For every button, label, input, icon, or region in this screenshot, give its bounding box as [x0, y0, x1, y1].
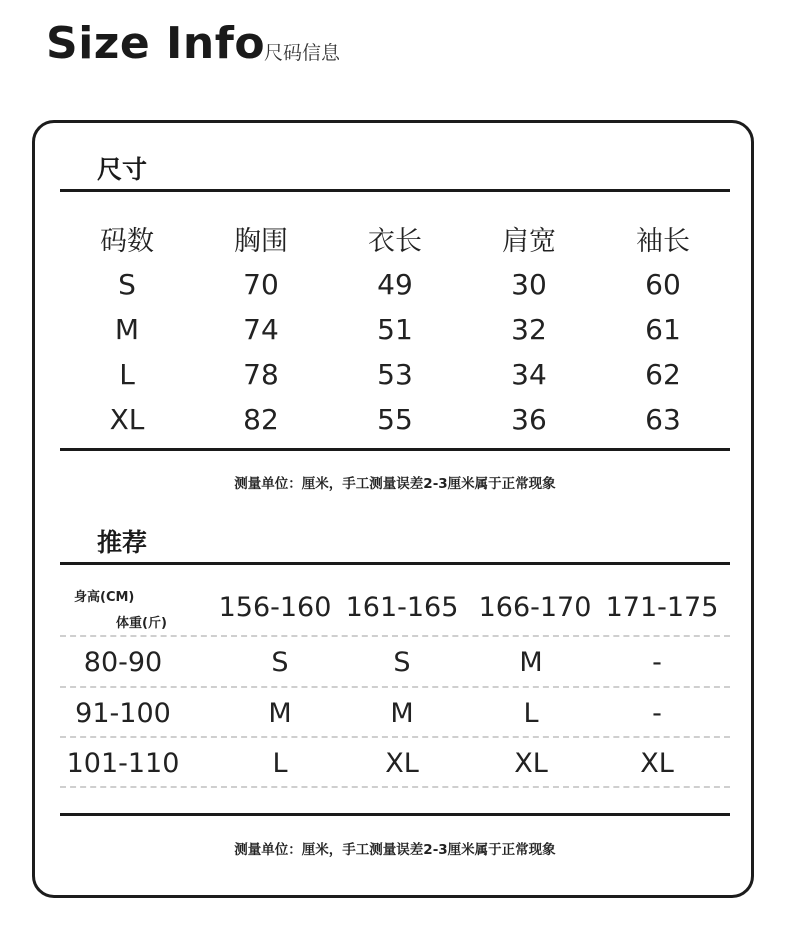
measurement-note: 测量单位：厘米，手工测量误差2-3厘米属于正常现象 [234, 476, 556, 492]
table-cell: 63 [645, 403, 681, 436]
column-header: 肩宽 [502, 225, 556, 257]
weight-cell: 91-100 [75, 698, 171, 729]
size-top-rule [60, 189, 730, 192]
size-table-header [60, 214, 730, 262]
column-header: 171-175 [605, 592, 719, 623]
recommend-section-title: 推荐 [97, 528, 148, 557]
column-header: 156-160 [218, 592, 332, 623]
height-axis-label: 身高(CM) [74, 590, 135, 605]
table-row [60, 637, 730, 687]
table-cell: 60 [645, 268, 681, 301]
table-cell: 30 [511, 268, 547, 301]
table-cell: M [390, 698, 414, 729]
table-cell: 78 [243, 358, 279, 391]
size-table [60, 214, 730, 442]
table-cell: 34 [511, 358, 547, 391]
weight-cell: 80-90 [83, 647, 163, 678]
recommend-top-rule [60, 562, 730, 565]
column-header: 161-165 [345, 592, 459, 623]
table-cell: 32 [511, 313, 547, 346]
table-cell: 74 [243, 313, 279, 346]
table-row [60, 307, 730, 352]
weight-cell: 101-110 [66, 748, 180, 779]
table-cell: XL [385, 748, 419, 779]
table-cell: 51 [377, 313, 413, 346]
table-cell: S [271, 647, 289, 678]
table-cell: S [118, 268, 136, 301]
page-subtitle: 尺码信息 [264, 42, 341, 64]
recommend-bottom-rule [60, 813, 730, 816]
column-header: 袖长 [636, 225, 690, 257]
table-row [60, 262, 730, 307]
column-header: 码数 [100, 225, 154, 257]
table-row [60, 738, 730, 788]
table-row [60, 397, 730, 442]
table-row [60, 688, 730, 738]
column-header: 166-170 [478, 592, 592, 623]
weight-axis-label: 体重(斤) [116, 616, 167, 631]
table-cell: - [652, 698, 662, 729]
measurement-note: 测量单位：厘米，手工测量误差2-3厘米属于正常现象 [234, 842, 556, 858]
column-header: 衣长 [368, 225, 422, 257]
size-bottom-rule [60, 448, 730, 451]
table-cell: XL [514, 748, 548, 779]
table-cell: L [272, 748, 288, 779]
table-row [60, 352, 730, 397]
table-cell: - [652, 647, 662, 678]
table-cell: M [268, 698, 292, 729]
table-cell: 70 [243, 268, 279, 301]
column-header: 胸围 [234, 225, 288, 257]
table-cell: 36 [511, 403, 547, 436]
table-cell: 82 [243, 403, 279, 436]
table-cell: M [114, 313, 140, 346]
table-cell: S [393, 647, 411, 678]
page-title: Size Info [46, 18, 266, 69]
table-cell: XL [109, 403, 145, 436]
table-cell: 62 [645, 358, 681, 391]
recommend-table-header [60, 580, 730, 634]
table-cell: L [119, 358, 135, 391]
table-cell: 61 [645, 313, 681, 346]
table-cell: 55 [377, 403, 413, 436]
row-divider [60, 786, 730, 788]
table-cell: 49 [377, 268, 413, 301]
size-section-title: 尺寸 [97, 155, 148, 184]
table-cell: L [523, 698, 539, 729]
table-cell: 53 [377, 358, 413, 391]
table-cell: M [519, 647, 543, 678]
table-cell: XL [640, 748, 674, 779]
